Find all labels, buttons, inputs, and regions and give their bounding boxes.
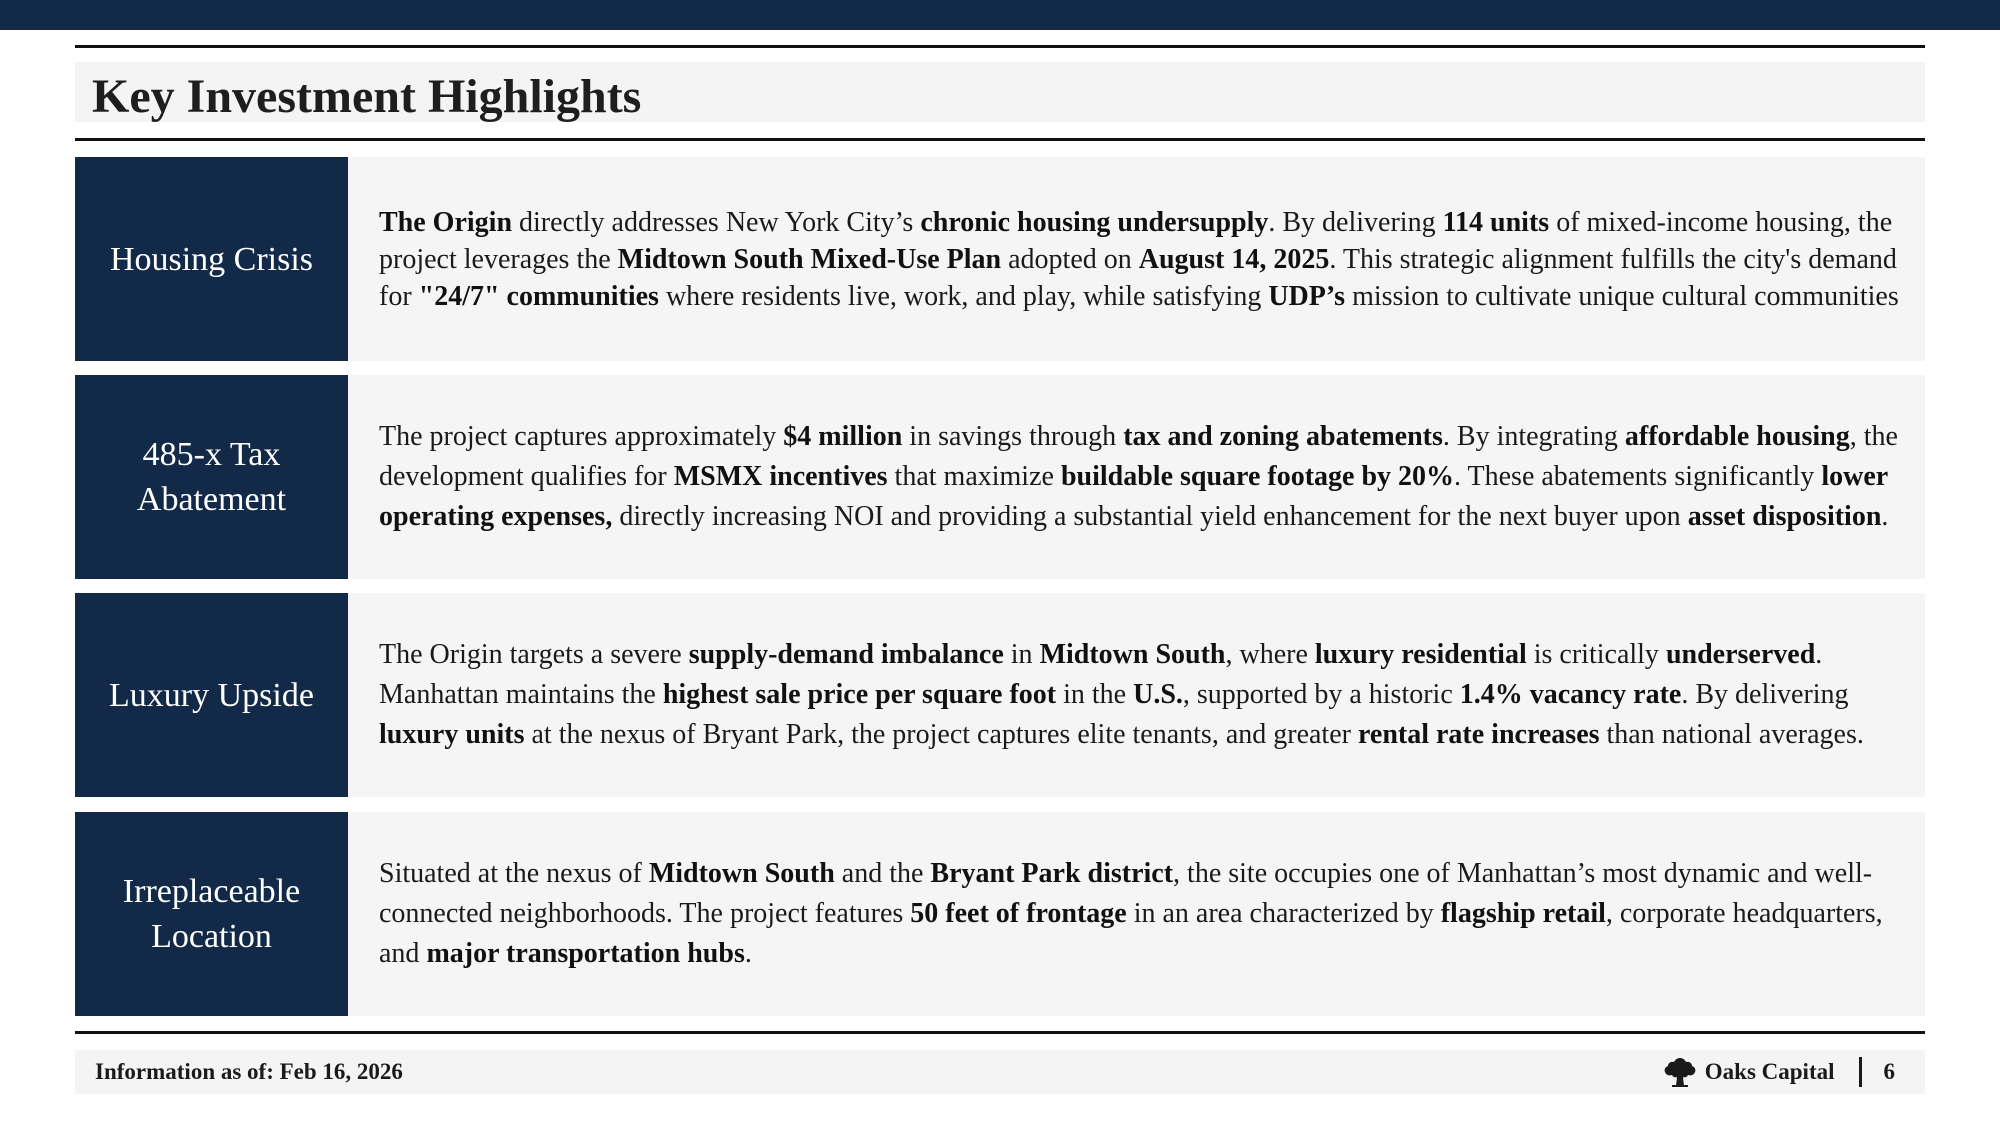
emphasis-text: MSMX incentives	[673, 461, 888, 492]
body-text: than national averages.	[1599, 719, 1864, 750]
body-text: . These abatements significantly	[1454, 461, 1822, 492]
emphasis-text: highest sale price per square foot	[662, 679, 1057, 710]
brand-name: Oaks Capital	[1704, 1059, 1835, 1084]
highlight-text	[379, 635, 1901, 755]
emphasis-text: rental rate increases	[1357, 719, 1600, 750]
title-top-rule	[75, 45, 1925, 48]
emphasis-text: The Origin	[379, 206, 513, 238]
emphasis-text: 114 units	[1442, 206, 1550, 238]
highlight-text	[379, 204, 1901, 315]
highlight-body	[348, 157, 1925, 361]
body-text: is critically	[1526, 639, 1666, 670]
body-text: in	[1003, 639, 1040, 670]
emphasis-text: August 14, 2025	[1138, 243, 1330, 275]
emphasis-text: luxury residential	[1314, 639, 1527, 670]
highlight-label: Luxury Upside	[75, 593, 348, 797]
highlight-text	[379, 417, 1901, 537]
title-band	[75, 62, 1925, 122]
emphasis-text: lower operating expenses,	[379, 461, 1888, 532]
emphasis-text: 1.4% vacancy rate	[1459, 679, 1682, 710]
highlight-text	[379, 854, 1901, 974]
emphasis-text: U.S.	[1133, 679, 1183, 710]
highlight-row-housing-crisis	[75, 157, 1925, 361]
body-text: , supported by a historic	[1182, 679, 1460, 710]
page-number: 6	[1883, 1059, 1895, 1084]
footer-separator	[1859, 1057, 1862, 1087]
body-text: . Manhattan maintains the	[379, 639, 1823, 710]
highlight-body	[348, 593, 1925, 797]
highlight-label: Irreplaceable Location	[75, 812, 348, 1016]
body-text: at the nexus of Bryant Park, the project captures elite tenants, and greater	[524, 719, 1358, 750]
body-text: . By delivering	[1681, 679, 1849, 710]
body-text: .	[1881, 501, 1889, 532]
top-accent-bar	[0, 0, 2000, 30]
highlight-row-luxury-upside	[75, 593, 1925, 797]
body-text: , corporate headquarters, and	[379, 898, 1883, 969]
emphasis-text: supply-demand imbalance	[688, 639, 1004, 670]
body-text: in an area characterized by	[1126, 898, 1441, 929]
as-of-date: Information as of: Feb 16, 2026	[95, 1059, 403, 1084]
emphasis-text: buildable square footage by 20%	[1060, 461, 1455, 492]
footer-brand-block	[1663, 1050, 1895, 1094]
body-text: of mixed-income housing, the project leverages the	[379, 206, 1893, 275]
body-text: . This strategic alignment fulfills the city's demand for	[379, 243, 1897, 312]
emphasis-text: 50 feet of frontage	[910, 898, 1127, 929]
body-text: The project captures approximately	[379, 421, 784, 452]
highlight-row-irreplaceable-location	[75, 812, 1925, 1016]
body-text: .	[744, 938, 752, 969]
footer-bar	[75, 1050, 1925, 1094]
emphasis-text: chronic housing undersupply	[920, 206, 1269, 238]
highlight-body	[348, 375, 1925, 579]
emphasis-text: flagship retail	[1440, 898, 1606, 929]
highlight-label: 485-x Tax Abatement	[75, 375, 348, 579]
emphasis-text: underserved	[1665, 639, 1816, 670]
body-text: , where	[1225, 639, 1315, 670]
title-bottom-rule	[75, 138, 1925, 141]
emphasis-text: affordable housing	[1624, 421, 1850, 452]
oak-tree-icon	[1663, 1056, 1697, 1088]
emphasis-text: tax and zoning abatements	[1123, 421, 1443, 452]
emphasis-text: luxury units	[379, 719, 525, 750]
emphasis-text: Midtown South Mixed-Use Plan	[617, 243, 1002, 275]
emphasis-text: major transportation hubs	[426, 938, 745, 969]
body-text: mission to cultivate unique cultural communities	[1345, 280, 1899, 312]
body-text: Situated at the nexus of	[379, 858, 649, 889]
emphasis-text: Bryant Park district	[930, 858, 1174, 889]
body-text: directly increasing NOI and providing a substantial yield enhancement for the next buyer upon	[612, 501, 1688, 532]
body-text: , the site occupies one of Manhattan’s most dynamic and well-connected neighborhoods. The project features	[379, 858, 1873, 929]
body-text: where residents live, work, and play, while satisfying	[658, 280, 1269, 312]
highlight-body	[348, 812, 1925, 1016]
body-text: . By integrating	[1442, 421, 1625, 452]
footer-top-rule	[75, 1031, 1925, 1034]
emphasis-text: $4 million	[783, 421, 903, 452]
highlight-label: Housing Crisis	[75, 157, 348, 361]
body-text: directly addresses New York City’s	[512, 206, 921, 238]
body-text: , the development qualifies for	[379, 421, 1898, 492]
emphasis-text: UDP’s	[1268, 280, 1346, 312]
page-title: Key Investment Highlights	[92, 70, 642, 123]
emphasis-text: Midtown South	[648, 858, 835, 889]
emphasis-text: asset disposition	[1687, 501, 1882, 532]
body-text: The Origin targets a severe	[379, 639, 689, 670]
body-text: that maximize	[887, 461, 1061, 492]
body-text: in the	[1056, 679, 1134, 710]
body-text: adopted on	[1001, 243, 1139, 275]
emphasis-text: "24/7" communities	[418, 280, 659, 312]
body-text: . By delivering	[1268, 206, 1443, 238]
body-text: in savings through	[902, 421, 1124, 452]
body-text: and the	[834, 858, 931, 889]
highlight-row-tax-abatement	[75, 375, 1925, 579]
emphasis-text: Midtown South	[1039, 639, 1226, 670]
